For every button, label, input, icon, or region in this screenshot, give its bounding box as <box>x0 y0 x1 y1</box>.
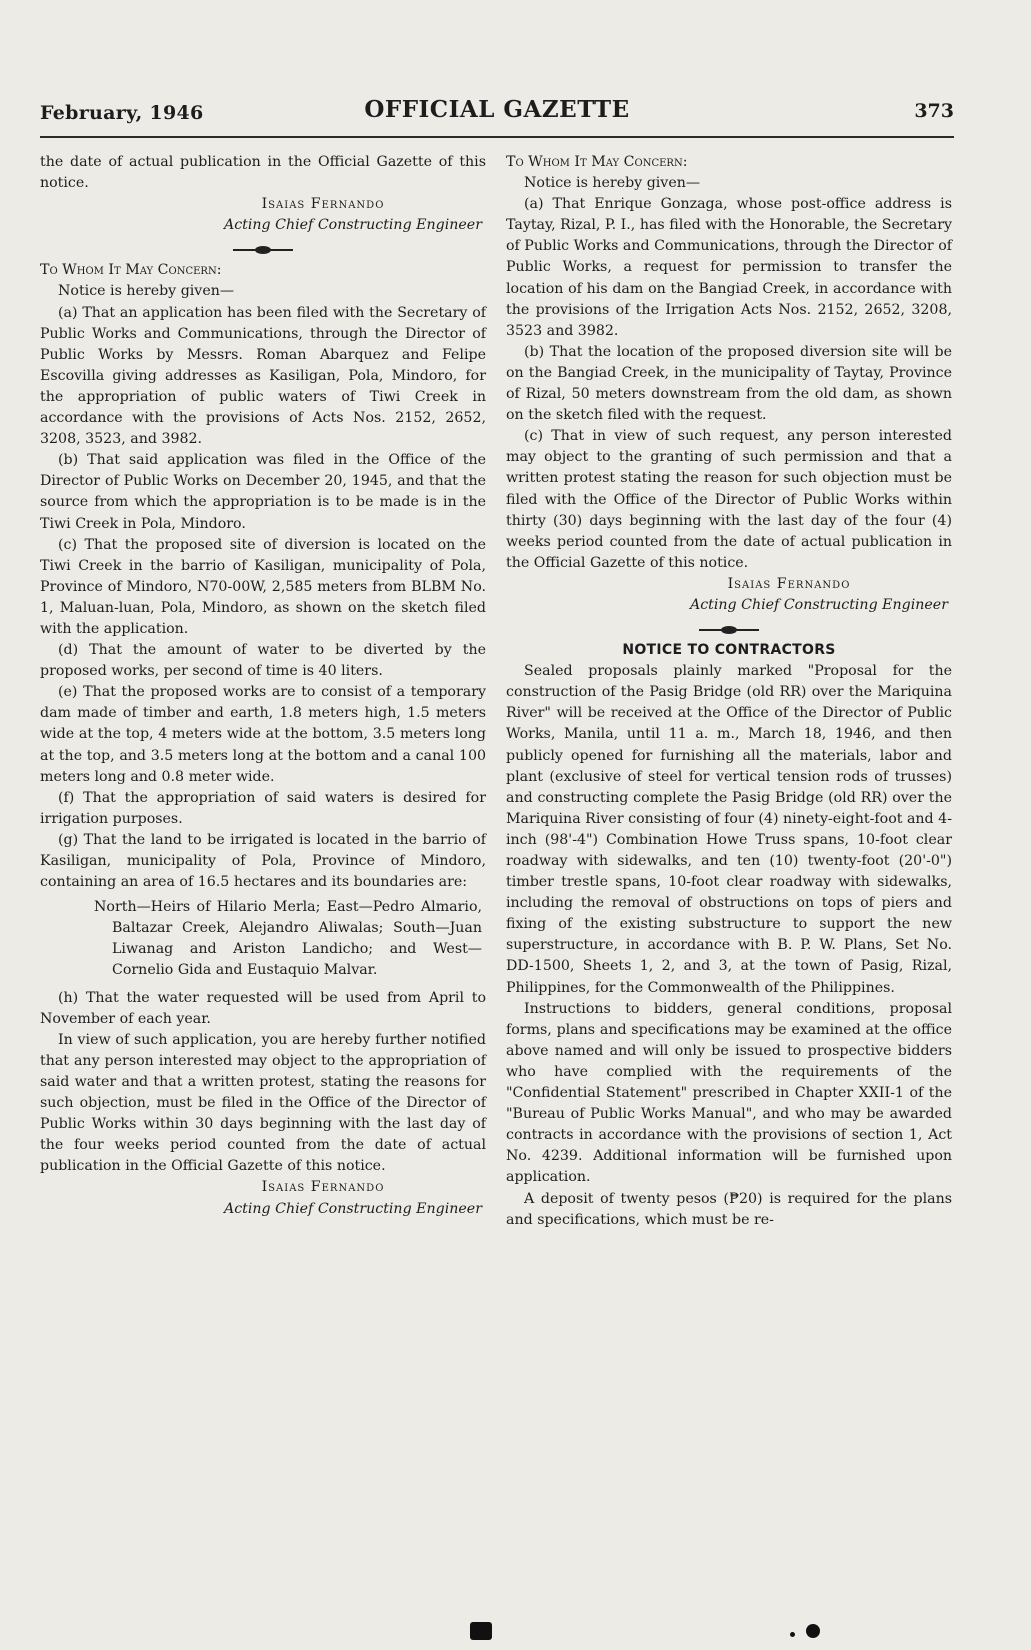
header-rule <box>40 136 954 138</box>
notice-intro: Notice is hereby given— <box>524 175 701 192</box>
header-title: OFFICIAL GAZETTE <box>364 96 630 123</box>
continued-paragraph: the date of actual publication in the Official Gazette of this notice. <box>40 154 486 192</box>
clause-c: (c) That the proposed site of diversion is located on the Tiwi Creek in the barrio of Kasiligan, municipality of Pola, Province of Mindoro, N70-00W, 2,585 meters from BLBM No. 1, Maluan-luan, Pola, Mindoro, as shown on the sketch filed with the application. <box>40 536 486 637</box>
signature-title: Acting Chief Constructing Engineer <box>689 596 948 613</box>
header-date: February, 1946 <box>40 102 204 124</box>
section-ornament <box>506 620 952 634</box>
clause-g: (g) That the land to be irrigated is located in the barrio of Kasiligan, municipality of Pola, Province of Mindoro, containing an area of 16.5 hectares and its boundaries are: <box>40 831 486 891</box>
scan-mark <box>806 1624 820 1638</box>
clause-e: (e) That the proposed works are to consist of a temporary dam made of timber and earth, 1.8 meters high, 1.5 meters wide at the top, 4 meters wide at the bottom, 3.5 meters long at the top, and 3.5 meters long at the bottom and a canal 100 meters long and 0.8 meter wide. <box>40 684 486 785</box>
notice-intro: Notice is hereby given— <box>58 283 235 300</box>
scan-mark <box>470 1622 492 1640</box>
signature-name: Isaias Fernando <box>727 575 851 592</box>
left-column <box>40 152 486 1220</box>
greeting: To Whom It May Concern: <box>40 262 222 279</box>
section-ornament <box>40 240 486 254</box>
signature-title: Acting Chief Constructing Engineer <box>223 1200 482 1217</box>
scan-mark <box>790 1632 795 1637</box>
instructions-paragraph: Instructions to bidders, general conditions, proposal forms, plans and specifications may be examined at the office above named and will only be issued to prospective bidders who have complied with the requirements of the "Confidential Statement" prescribed in Chapter XXII-1 of the "Bureau of Public Works Manual", and who may be awarded contracts in accordance with the provisions of section 1, Act No. 4239. Additional information will be furnished upon application. <box>506 1000 952 1186</box>
signature-name: Isaias Fernando <box>261 1179 385 1196</box>
clause-c: (c) That in view of such request, any person interested may object to the granting of such permission and that a written protest stating the reason for such objection must be filed with the Office of the Director of Public Works within thirty (30) days beginning with the last day of the four (4) weeks period counted from the date of actual publication in the Official Gazette of this notice. <box>506 428 952 571</box>
clause-h: (h) That the water requested will be used from April to November of each year. <box>40 989 486 1027</box>
clause-b: (b) That the location of the proposed diversion site will be on the Bangiad Creek, in the municipality of Taytay, Province of Rizal, 50 meters downstream from the old dam, as shown on the sketch filed with the request. <box>506 343 952 424</box>
page-number: 373 <box>914 100 954 122</box>
page-header <box>40 96 954 136</box>
clause-d: (d) That the amount of water to be diverted by the proposed works, per second of time is 40 liters. <box>40 642 486 680</box>
boundaries-text: North—Heirs of Hilario Merla; East—Pedro Almario, Baltazar Creek, Alejandro Aliwalas; South—Juan Liwanag and Ariston Landicho; and West—Cornelio Gida and Eustaquio Malvar. <box>94 899 482 979</box>
signature-name: Isaias Fernando <box>261 196 385 213</box>
signature-title: Acting Chief Constructing Engineer <box>223 217 482 234</box>
clause-f: (f) That the appropriation of said waters is desired for irrigation purposes. <box>40 789 486 827</box>
boundaries-block <box>40 897 486 981</box>
deposit-paragraph: A deposit of twenty pesos (₱20) is required for the plans and specifications, which must be re- <box>506 1190 952 1228</box>
notice-title: NOTICE TO CONTRACTORS <box>622 642 836 659</box>
right-column <box>506 152 952 1231</box>
clause-a: (a) That Enrique Gonzaga, whose post-office address is Taytay, Rizal, P. I., has filed with the Honorable, the Secretary of Public Works and Communications, through the Director of Public Works, a request for permission to transfer the location of his dam on the Bangiad Creek, in accordance with the provisions of the Irrigation Acts Nos. 2152, 2652, 3208, 3523 and 3982. <box>506 196 952 339</box>
greeting: To Whom It May Concern: <box>506 154 688 170</box>
clause-a: (a) That an application has been filed with the Secretary of Public Works and Communications, through the Director of Public Works by Messrs. Roman Abarquez and Felipe Escovilla giving addresses as Kasiligan, Pola, Mindoro, for the appropriation of public waters of Tiwi Creek in accordance with the provisions of Acts Nos. 2152, 2652, 3208, 3523, and 3982. <box>40 304 486 448</box>
sealed-proposals-paragraph: Sealed proposals plainly marked "Proposal for the construction of the Pasig Bridge (old RR) over the Mariquina River" will be received at the Office of the Director of Public Works, Manila, until 11 a. m., March 18, 1946, and then publicly opened for furnishing all the materials, labor and plant (exclusive of steel for vertical tension rods of trusses) and constructing complete the Pasig Bridge (old RR) over the Mariquina River consisting of four (4) ninety-eight-foot and 4-inch (98'-4") Combination Howe Truss spans, 10-foot clear roadway with sidewalks, and ten (10) twenty-foot (20'-0") timber trestle spans, 10-foot clear roadway with sidewalks, including the removal of obstructions on tops of piers and fixing of the existing substructure to support the new superstructure, in accordance with B. P. W. Plans, Set No. DD-1500, Sheets 1, 2, and 3, at the town of Pasig, Rizal, Philippines, for the Commonwealth of the Philippines. <box>506 663 952 996</box>
protest-paragraph: In view of such application, you are hereby further notified that any person interested may object to the appropriation of said water and that a written protest, stating the reasons for such objection, must be filed in the Office of the Director of Public Works within 30 days beginning with the last day of the four weeks period counted from the date of actual publication in the Official Gazette of this notice. <box>40 1031 486 1175</box>
clause-b: (b) That said application was filed in the Office of the Director of Public Works on December 20, 1945, and that the source from which the appropriation is to be made is in the Tiwi Creek in Pola, Mindoro. <box>40 452 486 532</box>
